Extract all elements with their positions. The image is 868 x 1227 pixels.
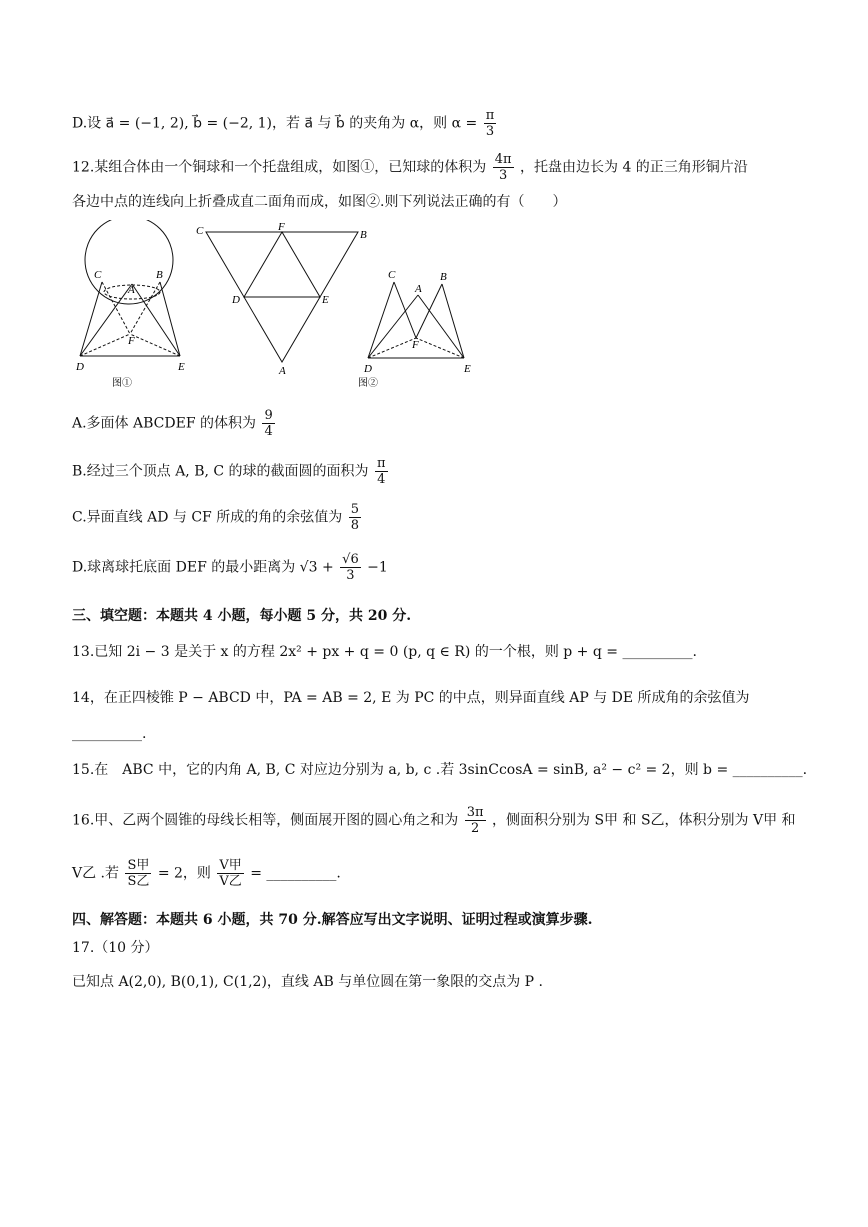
option-c: C.异面直线 AD 与 CF 所成的角的余弦值为 $\frac{5}{8}$ bbox=[72, 502, 359, 533]
svg-text:D: D bbox=[76, 361, 84, 373]
figure-2 bbox=[206, 232, 358, 362]
fraction: $\frac{5}{8}$ bbox=[350, 502, 359, 533]
svg-text:图①: 图① bbox=[112, 378, 132, 389]
svg-text:F: F bbox=[278, 221, 285, 233]
svg-text:B: B bbox=[440, 271, 447, 283]
svg-text:E: E bbox=[322, 294, 329, 306]
question-16: 16.甲、乙两个圆锥的母线长相等，侧面展开图的圆心角之和为 $\frac{3\pi}{2}$ ，侧面积分别为 S甲 和 S乙，体积分别为 V甲 和 bbox=[72, 805, 796, 836]
svg-text:E: E bbox=[178, 361, 185, 373]
svg-text:A: A bbox=[279, 365, 286, 377]
question-17-score: 17.（10 分） bbox=[72, 940, 159, 956]
question-14: 14，在正四棱锥 P − ABCD 中，PA = AB = 2, E 为 PC 的中点，则异面直线 AP 与 DE 所成角的余弦值为 bbox=[72, 690, 750, 706]
question-16-cont: V乙 .若 $\frac{\text{S甲}}{\text{S乙}}$ = 2，则 $\frac{\text{V甲}}{\text{V乙}}$ = __________. bbox=[72, 858, 341, 889]
svg-text:D: D bbox=[364, 363, 372, 375]
svg-text:图②: 图② bbox=[358, 378, 378, 389]
question-13: 13.已知 2i − 3 是关于 x 的方程 2x² + px + q = 0 (p, q ∈ R) 的一个根，则 p + q = __________. bbox=[72, 644, 697, 660]
question-17: 已知点 A(2,0), B(0,1), C(1,2)，直线 AB 与单位圆在第一象限的交点为 P . bbox=[72, 974, 543, 990]
fraction: $\frac{√6}{3}$ bbox=[342, 552, 359, 583]
question-14-blank: __________. bbox=[72, 726, 147, 742]
fraction: $\frac{\pi}{4}$ bbox=[377, 456, 386, 487]
svg-text:A: A bbox=[415, 283, 422, 295]
fraction: $\frac{\pi}{3}$ bbox=[485, 108, 495, 139]
svg-text:F: F bbox=[128, 335, 135, 347]
fraction: $\frac{9}{4}$ bbox=[264, 408, 273, 439]
question-15: 15.在 ABC 中，它的内角 A, B, C 对应边分别为 a, b, c .若 3sinCcosA = sinB, a² − c² = 2，则 b = __________. bbox=[72, 762, 808, 778]
fraction: $\frac{\text{S甲}}{\text{S乙}}$ bbox=[127, 858, 150, 889]
section-4-heading: 四、解答题：本题共 6 小题，共 70 分.解答应写出文字说明、证明过程或演算步骤. bbox=[72, 912, 593, 928]
question-12: 12.某组合体由一个铜球和一个托盘组成，如图①，已知球的体积为 $\frac{4\pi}{3}$ ，托盘由边长为 4 的正三角形铜片沿 bbox=[72, 152, 748, 183]
svg-text:C: C bbox=[388, 269, 396, 281]
section-3-heading: 三、填空题：本题共 4 小题，每小题 5 分，共 20 分. bbox=[72, 608, 412, 624]
option-d: D.球离球托底面 DEF 的最小距离为 √3 + $\frac{√6}{3}$ −1 bbox=[72, 552, 388, 583]
svg-text:F: F bbox=[412, 339, 419, 351]
geometry-figure bbox=[72, 220, 472, 396]
svg-text:C: C bbox=[94, 269, 102, 281]
svg-text:A: A bbox=[128, 284, 135, 296]
svg-text:E: E bbox=[464, 363, 471, 375]
option-a: A.多面体 ABCDEF 的体积为 $\frac{9}{4}$ bbox=[72, 408, 273, 439]
question-12-cont: 各边中点的连线向上折叠成直二面角而成，如图②.则下列说法正确的有（ ） bbox=[72, 194, 567, 210]
option-b: B.经过三个顶点 A, B, C 的球的截面圆的面积为 $\frac{\pi}{4}$ bbox=[72, 456, 386, 487]
svg-text:D: D bbox=[232, 294, 240, 306]
fraction: $\frac{3\pi}{2}$ bbox=[466, 805, 484, 836]
svg-text:C: C bbox=[196, 225, 204, 237]
fraction: $\frac{4\pi}{3}$ bbox=[494, 152, 512, 183]
fraction: $\frac{\text{V甲}}{\text{V乙}}$ bbox=[219, 858, 242, 889]
option-d-prev: D.设 a⃗ = (−1, 2), b⃗ = (−2, 1)，若 a⃗ 与 b⃗ 的夹角为 α，则 α = $\frac{\pi}{3}$ bbox=[72, 108, 495, 139]
svg-text:B: B bbox=[156, 269, 163, 281]
svg-text:B: B bbox=[360, 229, 367, 241]
